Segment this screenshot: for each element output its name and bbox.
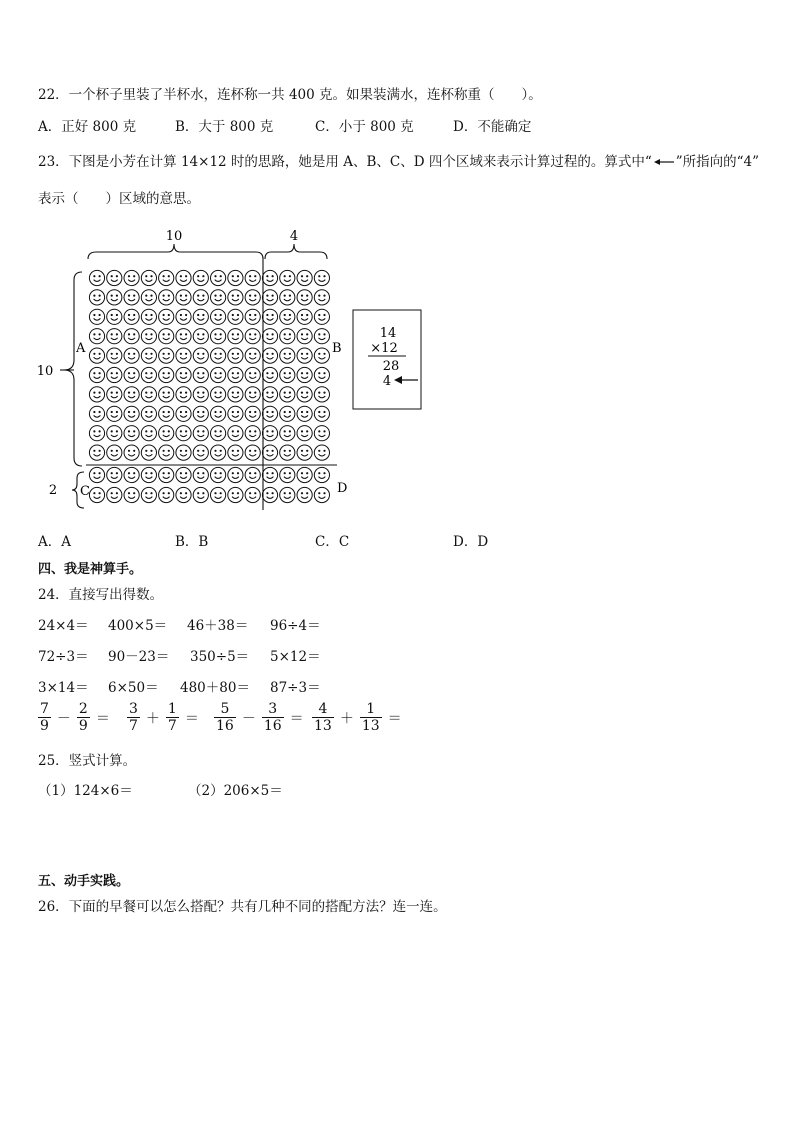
smiley-face-icon bbox=[211, 406, 226, 421]
q22-option-c[interactable]: C．小于 800 克 bbox=[315, 119, 414, 135]
smiley-face-icon bbox=[159, 290, 174, 305]
smiley-face-icon bbox=[107, 426, 122, 441]
smiley-face-icon bbox=[159, 467, 174, 482]
smiley-face-icon bbox=[280, 487, 295, 502]
smiley-face-icon bbox=[262, 290, 277, 305]
smiley-face-icon bbox=[176, 426, 191, 441]
frac2-b-den: 7 bbox=[167, 718, 177, 734]
smiley-face-icon bbox=[141, 426, 156, 441]
smiley-face-icon bbox=[314, 445, 329, 460]
smiley-face-icon bbox=[314, 329, 329, 344]
region-b-label: B bbox=[332, 341, 342, 356]
q23-option-a[interactable]: A．A bbox=[38, 534, 71, 550]
smiley-face-icon bbox=[297, 445, 312, 460]
smiley-face-icon bbox=[124, 445, 139, 460]
smiley-face-icon bbox=[107, 270, 122, 285]
frac1-eq: ＝ bbox=[95, 710, 110, 727]
smiley-face-icon bbox=[176, 445, 191, 460]
smiley-face-icon bbox=[211, 270, 226, 285]
smiley-face-icon bbox=[228, 309, 243, 324]
smiley-face-icon bbox=[280, 426, 295, 441]
frac1-b-den: 9 bbox=[78, 718, 88, 734]
small-left-arrow-icon bbox=[653, 155, 675, 171]
smiley-face-icon bbox=[211, 329, 226, 344]
smiley-face-icon bbox=[280, 290, 295, 305]
smiley-face-icon bbox=[228, 270, 243, 285]
smiley-face-icon bbox=[159, 445, 174, 460]
smiley-face-icon bbox=[141, 406, 156, 421]
smiley-face-icon bbox=[107, 406, 122, 421]
smiley-face-icon bbox=[107, 467, 122, 482]
smiley-face-icon bbox=[228, 406, 243, 421]
smiley-face-icon bbox=[124, 329, 139, 344]
smiley-face-icon bbox=[297, 487, 312, 502]
q23-stem bbox=[38, 150, 759, 171]
q24-r3-c3: 480＋80＝ bbox=[180, 680, 250, 696]
q24-r1-c2: 400×5＝ bbox=[108, 618, 168, 634]
q24-fraction-2 bbox=[125, 701, 203, 734]
q24-fraction-4 bbox=[310, 701, 406, 734]
smiley-face-icon bbox=[124, 387, 139, 402]
smiley-face-icon bbox=[245, 445, 260, 460]
smiley-face-icon bbox=[262, 467, 277, 482]
frac4-eq: ＝ bbox=[387, 710, 402, 727]
smiley-face-icon bbox=[297, 309, 312, 324]
q24-fraction-3 bbox=[212, 701, 308, 734]
q24-r1-c4: 96÷4＝ bbox=[270, 618, 321, 634]
smiley-face-icon bbox=[107, 487, 122, 502]
smiley-face-icon bbox=[245, 367, 260, 382]
smiley-face-icon bbox=[159, 270, 174, 285]
smiley-face-icon bbox=[193, 487, 208, 502]
smiley-face-icon bbox=[211, 387, 226, 402]
smiley-face-icon bbox=[89, 270, 104, 285]
smiley-face-icon bbox=[297, 290, 312, 305]
frac4-op: ＋ bbox=[339, 710, 354, 727]
smiley-face-icon bbox=[228, 290, 243, 305]
smiley-face-icon bbox=[245, 467, 260, 482]
smiley-face-icon bbox=[89, 445, 104, 460]
smiley-face-icon bbox=[124, 467, 139, 482]
region-c-label: C bbox=[80, 484, 90, 499]
frac3-b-num: 3 bbox=[268, 701, 278, 717]
q24-r2-c3: 350÷5＝ bbox=[190, 649, 250, 665]
smiley-face-icon bbox=[211, 467, 226, 482]
q24-stem: 24．直接写出得数。 bbox=[38, 587, 164, 603]
q22-option-b[interactable]: B．大于 800 克 bbox=[175, 119, 274, 135]
smiley-face-icon bbox=[245, 309, 260, 324]
smiley-face-icon bbox=[280, 445, 295, 460]
smiley-face-icon bbox=[314, 309, 329, 324]
smiley-face-icon bbox=[245, 270, 260, 285]
top-right-count: 4 bbox=[289, 229, 299, 244]
smiley-face-icon bbox=[245, 406, 260, 421]
frac2-eq: ＝ bbox=[184, 710, 199, 727]
smiley-face-icon bbox=[89, 406, 104, 421]
region-d-label: D bbox=[337, 481, 348, 496]
smiley-face-icon bbox=[159, 329, 174, 344]
smiley-face-icon bbox=[211, 487, 226, 502]
frac2-a-den: 7 bbox=[129, 718, 138, 734]
smiley-face-icon bbox=[245, 426, 260, 441]
smiley-face-icon bbox=[176, 406, 191, 421]
calc-line1: 14 bbox=[379, 326, 397, 341]
q24-r3-c4: 87÷3＝ bbox=[270, 680, 321, 696]
smiley-face-icon bbox=[141, 467, 156, 482]
smiley-face-icon bbox=[107, 309, 122, 324]
smiley-face-icon bbox=[141, 387, 156, 402]
smiley-face-icon bbox=[141, 270, 156, 285]
smiley-face-icon bbox=[159, 309, 174, 324]
smiley-face-icon bbox=[314, 367, 329, 382]
smiley-face-icon bbox=[280, 270, 295, 285]
pointer-arrow-icon bbox=[394, 376, 418, 384]
q25-item-2: （2）206×5＝ bbox=[188, 783, 283, 799]
smiley-grid bbox=[89, 270, 329, 502]
smiley-face-icon bbox=[141, 487, 156, 502]
smiley-face-icon bbox=[297, 329, 312, 344]
smiley-face-icon bbox=[124, 426, 139, 441]
smiley-face-icon bbox=[124, 406, 139, 421]
smiley-face-icon bbox=[297, 406, 312, 421]
smiley-face-icon bbox=[176, 367, 191, 382]
smiley-face-icon bbox=[159, 426, 174, 441]
smiley-face-icon bbox=[262, 406, 277, 421]
q24-r3-c2: 6×50＝ bbox=[108, 680, 159, 696]
smiley-face-icon bbox=[314, 426, 329, 441]
smiley-face-icon bbox=[193, 406, 208, 421]
smiley-face-icon bbox=[141, 348, 156, 363]
smiley-face-icon bbox=[245, 387, 260, 402]
frac1-a-den: 9 bbox=[40, 718, 49, 734]
frac1-a-num: 7 bbox=[40, 701, 49, 717]
frac3-a-num: 5 bbox=[220, 701, 230, 717]
frac2-op: ＋ bbox=[145, 710, 160, 727]
smiley-face-icon bbox=[262, 445, 277, 460]
smiley-face-icon bbox=[297, 367, 312, 382]
smiley-face-icon bbox=[314, 270, 329, 285]
smiley-face-icon bbox=[228, 387, 243, 402]
smiley-face-icon bbox=[89, 367, 104, 382]
q23-option-c[interactable]: C．C bbox=[315, 534, 350, 550]
smiley-face-icon bbox=[89, 290, 104, 305]
smiley-face-icon bbox=[245, 487, 260, 502]
smiley-face-icon bbox=[124, 348, 139, 363]
q23-stem-line2: 表示（ ）区域的意思。 bbox=[38, 191, 200, 207]
frac1-op: － bbox=[56, 710, 71, 727]
smiley-face-icon bbox=[141, 367, 156, 382]
smiley-face-icon bbox=[193, 348, 208, 363]
smiley-face-icon bbox=[262, 387, 277, 402]
smiley-face-icon bbox=[107, 367, 122, 382]
smiley-face-icon bbox=[89, 467, 104, 482]
smiley-face-icon bbox=[193, 467, 208, 482]
q24-r3-c1: 3×14＝ bbox=[38, 680, 89, 696]
smiley-face-icon bbox=[176, 387, 191, 402]
smiley-face-icon bbox=[314, 487, 329, 502]
smiley-face-icon bbox=[124, 270, 139, 285]
smiley-face-icon bbox=[124, 290, 139, 305]
smiley-face-icon bbox=[228, 329, 243, 344]
smiley-face-icon bbox=[124, 367, 139, 382]
smiley-face-icon bbox=[280, 309, 295, 324]
smiley-face-icon bbox=[176, 348, 191, 363]
top-right-brace bbox=[265, 244, 327, 259]
side-top-count: 10 bbox=[36, 364, 54, 379]
frac3-a-den: 16 bbox=[216, 718, 234, 734]
left-top-brace bbox=[64, 272, 82, 466]
smiley-face-icon bbox=[280, 348, 295, 363]
frac4-b-den: 13 bbox=[361, 718, 380, 734]
smiley-face-icon bbox=[228, 467, 243, 482]
smiley-face-icon bbox=[280, 387, 295, 402]
smiley-face-icon bbox=[245, 290, 260, 305]
smiley-face-icon bbox=[159, 367, 174, 382]
smiley-face-icon bbox=[211, 367, 226, 382]
q23-stem-part-b: ”所指向的“4” bbox=[675, 154, 760, 170]
calc-line4: 4 bbox=[382, 374, 392, 389]
q25-item-1: （1）124×6＝ bbox=[38, 783, 133, 799]
smiley-face-icon bbox=[211, 348, 226, 363]
region-a-label: A bbox=[76, 341, 86, 356]
smiley-face-icon bbox=[89, 309, 104, 324]
smiley-face-icon bbox=[262, 487, 277, 502]
calc-line3: 28 bbox=[382, 359, 400, 374]
q24-r1-c1: 24×4＝ bbox=[38, 618, 89, 634]
smiley-face-icon bbox=[262, 329, 277, 344]
smiley-face-icon bbox=[107, 387, 122, 402]
smiley-face-icon bbox=[176, 290, 191, 305]
smiley-face-icon bbox=[89, 348, 104, 363]
smiley-face-icon bbox=[176, 329, 191, 344]
smiley-face-icon bbox=[107, 290, 122, 305]
q23-stem-part-a: 23．下图是小芳在计算 14×12 时的思路，她是用 A、B、C、D 四个区域来表示计算过程的。算式中“ bbox=[38, 154, 652, 170]
smiley-face-icon bbox=[280, 467, 295, 482]
q22-option-d[interactable]: D．不能确定 bbox=[453, 119, 532, 135]
smiley-face-icon bbox=[89, 387, 104, 402]
smiley-face-icon bbox=[193, 290, 208, 305]
smiley-face-icon bbox=[211, 309, 226, 324]
smiley-face-icon bbox=[193, 426, 208, 441]
top-left-brace bbox=[88, 244, 263, 259]
smiley-face-icon bbox=[314, 387, 329, 402]
smiley-face-icon bbox=[280, 329, 295, 344]
frac1-b-num: 2 bbox=[78, 701, 88, 717]
smiley-face-icon bbox=[228, 445, 243, 460]
smiley-face-icon bbox=[141, 309, 156, 324]
smiley-face-icon bbox=[107, 329, 122, 344]
smiley-face-icon bbox=[280, 367, 295, 382]
smiley-face-icon bbox=[211, 445, 226, 460]
q26-stem: 26．下面的早餐可以怎么搭配？共有几种不同的搭配方法？连一连。 bbox=[38, 899, 447, 915]
smiley-face-icon bbox=[228, 348, 243, 363]
smiley-face-icon bbox=[211, 290, 226, 305]
smiley-face-icon bbox=[314, 348, 329, 363]
smiley-face-icon bbox=[314, 467, 329, 482]
smiley-face-icon bbox=[297, 348, 312, 363]
smiley-face-icon bbox=[141, 290, 156, 305]
smiley-face-icon bbox=[159, 487, 174, 502]
smiley-face-icon bbox=[176, 467, 191, 482]
smiley-face-icon bbox=[107, 348, 122, 363]
smiley-face-icon bbox=[193, 387, 208, 402]
area-model-figure bbox=[30, 222, 430, 514]
smiley-face-icon bbox=[193, 270, 208, 285]
q24-r2-c2: 90－23＝ bbox=[108, 649, 170, 665]
q24-r2-c4: 5×12＝ bbox=[270, 649, 321, 665]
smiley-face-icon bbox=[159, 348, 174, 363]
smiley-face-icon bbox=[297, 387, 312, 402]
smiley-face-icon bbox=[297, 426, 312, 441]
q24-r2-c1: 72÷3＝ bbox=[38, 649, 89, 665]
q23-option-b[interactable]: B．B bbox=[175, 534, 209, 550]
frac2-b-num: 1 bbox=[167, 701, 177, 717]
frac3-b-den: 16 bbox=[263, 718, 282, 734]
smiley-face-icon bbox=[245, 348, 260, 363]
q22-stem: 22．一个杯子里装了半杯水，连杯称一共 400 克。如果装满水，连杯称重（ ）。 bbox=[38, 87, 542, 103]
smiley-face-icon bbox=[280, 406, 295, 421]
frac3-op: － bbox=[241, 710, 256, 727]
smiley-face-icon bbox=[262, 348, 277, 363]
smiley-face-icon bbox=[141, 445, 156, 460]
frac4-a-den: 13 bbox=[314, 718, 332, 734]
smiley-face-icon bbox=[314, 406, 329, 421]
q25-stem: 25．竖式计算。 bbox=[38, 753, 137, 769]
smiley-face-icon bbox=[262, 309, 277, 324]
smiley-face-icon bbox=[124, 309, 139, 324]
smiley-face-icon bbox=[297, 467, 312, 482]
frac4-b-num: 1 bbox=[366, 701, 376, 717]
calc-line2: ×12 bbox=[370, 341, 398, 356]
q24-r1-c3: 46＋38＝ bbox=[187, 618, 249, 634]
smiley-face-icon bbox=[159, 406, 174, 421]
q22-option-a[interactable]: A．正好 800 克 bbox=[38, 119, 137, 135]
smiley-face-icon bbox=[262, 270, 277, 285]
side-bottom-count: 2 bbox=[48, 483, 58, 498]
smiley-face-icon bbox=[297, 270, 312, 285]
frac2-a-num: 3 bbox=[129, 701, 138, 717]
smiley-face-icon bbox=[262, 367, 277, 382]
smiley-face-icon bbox=[193, 445, 208, 460]
smiley-face-icon bbox=[228, 426, 243, 441]
frac4-a-num: 4 bbox=[318, 701, 328, 717]
smiley-face-icon bbox=[228, 367, 243, 382]
smiley-face-icon bbox=[193, 309, 208, 324]
smiley-face-icon bbox=[107, 445, 122, 460]
smiley-face-icon bbox=[89, 426, 104, 441]
frac3-eq: ＝ bbox=[289, 710, 304, 727]
smiley-face-icon bbox=[314, 290, 329, 305]
smiley-face-icon bbox=[176, 309, 191, 324]
top-left-count: 10 bbox=[165, 229, 183, 244]
smiley-face-icon bbox=[89, 487, 104, 502]
smiley-face-icon bbox=[228, 487, 243, 502]
smiley-face-icon bbox=[89, 329, 104, 344]
smiley-face-icon bbox=[159, 387, 174, 402]
smiley-face-icon bbox=[124, 487, 139, 502]
smiley-face-icon bbox=[176, 270, 191, 285]
q24-fraction-1 bbox=[36, 701, 114, 734]
smiley-face-icon bbox=[262, 426, 277, 441]
q23-option-d[interactable]: D．D bbox=[453, 534, 489, 550]
section5-title: 五、动手实践。 bbox=[38, 874, 130, 889]
section4-title: 四、我是神算手。 bbox=[38, 562, 143, 577]
smiley-face-icon bbox=[211, 426, 226, 441]
smiley-face-icon bbox=[176, 487, 191, 502]
smiley-face-icon bbox=[193, 329, 208, 344]
smiley-face-icon bbox=[245, 329, 260, 344]
smiley-face-icon bbox=[141, 329, 156, 344]
smiley-face-icon bbox=[193, 367, 208, 382]
